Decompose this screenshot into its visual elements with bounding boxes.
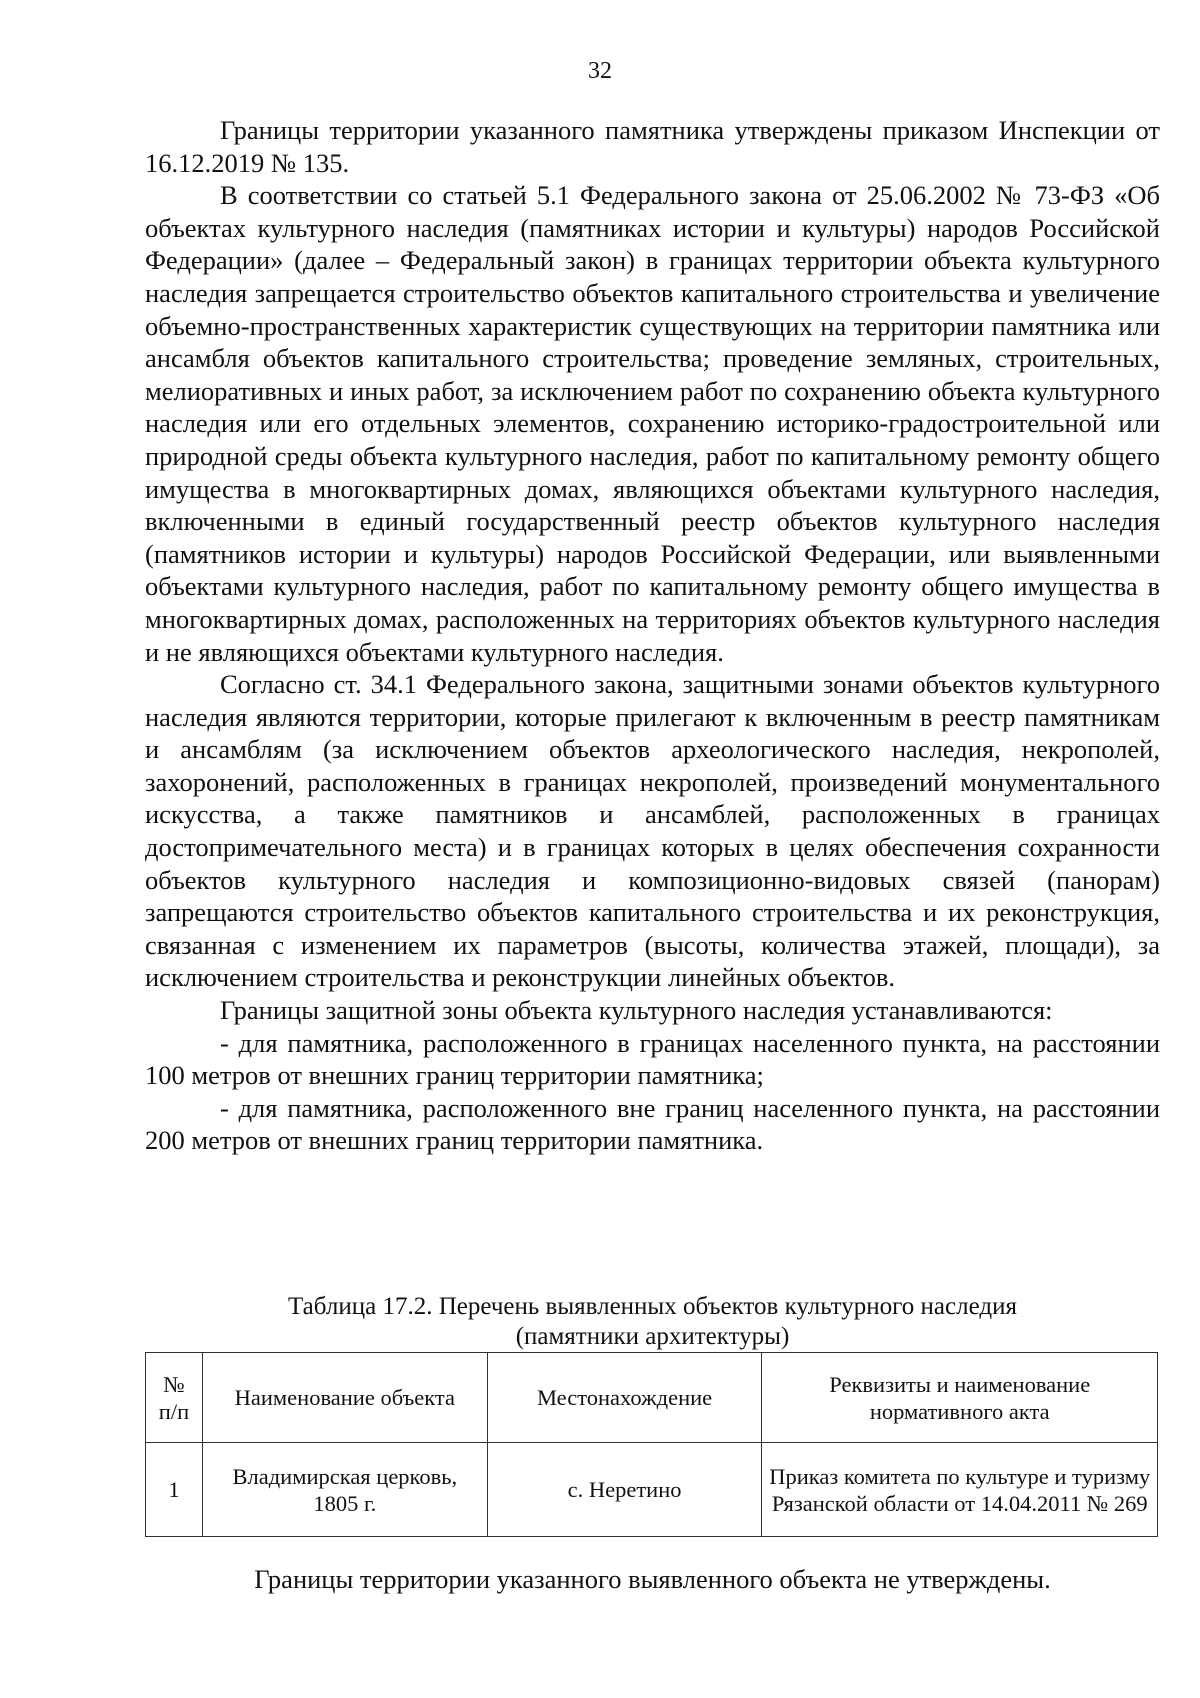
body-text [145, 114, 1160, 1157]
paragraph-territory-boundaries: Границы территории указанного памятника утверждены приказом Инспекции от 16.12.2019 № 135. [145, 115, 1160, 178]
list-item-inside-settlement: - для памятника, расположенного в границах населенного пункта, на расстоянии 100 метров от внешних границ территории памятника; [145, 1027, 1160, 1091]
table-header-row [146, 1353, 1158, 1443]
cell-object-name: Владимирская церковь, 1805 г. [202, 1443, 487, 1537]
header-number: № п/п [146, 1353, 203, 1443]
paragraph-zone-boundaries-intro: Границы защитной зоны объекта культурного наследия устанавливаются: [220, 995, 1053, 1026]
cell-number: 1 [146, 1443, 203, 1537]
paragraph-protective-zones: Согласно ст. 34.1 Федерального закона, защитными зонами объектов культурного наследия являются территории, которые прилегают к включенным в реестр памятникам и ансамблям (за исключением объектов археологического наследия, некрополей, захоронений, расположенных в границах некрополей, произведений монументального искусства, а также памятников и ансамблей, расположенных в границах достопримечательного места) и в границах которых в целях обеспечения сохранности объектов культурного наследия и композиционно-видовых связей (панорам) запрещаются строительство объектов капитального строительства и их реконструкция, связанная с изменением их параметров (высоты, количества этажей, площади), за исключением строительства и реконструкции линейных объектов. [145, 669, 1160, 993]
heritage-objects-table [145, 1352, 1158, 1537]
table-caption-subtitle: (памятники архитектуры) [515, 1323, 790, 1350]
cell-location: с. Неретино [487, 1443, 762, 1537]
footer-note: Границы территории указанного выявленного объекта не утверждены. [254, 1564, 1051, 1594]
header-location: Местонахождение [487, 1353, 762, 1443]
cell-normative-act: Приказ комитета по культуре и туризму Рязанской области от 14.04.2011 № 269 [762, 1443, 1158, 1537]
table-caption [145, 1292, 1160, 1352]
header-object-name: Наименование объекта [202, 1353, 487, 1443]
table-caption-title: Таблица 17.2. Перечень выявленных объектов культурного наследия [288, 1293, 1017, 1320]
paragraph-federal-law-restrictions: В соответствии со статьей 5.1 Федерального закона от 25.06.2002 № 73-ФЗ «Об объектах культурного наследия (памятниках истории и культуры) народов Российской Федерации» (далее – Федеральный закон) в границах территории объекта культурного наследия запрещается строительство объектов капитального строительства и увеличение объемно-пространственных характеристик существующих на территории памятника или ансамбля объектов капитального строительства; проведение земляных, строительных, мелиоративных и иных работ, за исключением работ по сохранению объекта культурного наследия или его отдельных элементов, сохранению историко-градостроительной или природной среды объекта культурного наследия, работ по капитальному ремонту общего имущества в многоквартирных домах, являющихся объектами культурного наследия, включенными в единый государственный реестр объектов культурного наследия (памятников истории и культуры) народов Российской Федерации, или выявленными объектами культурного наследия, работ по капитальному ремонту общего имущества в многоквартирных домах, расположенных на территориях объектов культурного наследия и не являющихся объектами культурного наследия. [145, 180, 1160, 667]
header-normative-act: Реквизиты и наименование нормативного акта [762, 1353, 1158, 1443]
page-number: 32 [588, 58, 612, 84]
table-row [146, 1443, 1158, 1537]
list-item-outside-settlement: - для памятника, расположенного вне границ населенного пункта, на расстоянии 200 метров от внешних границ территории памятника. [145, 1092, 1160, 1156]
